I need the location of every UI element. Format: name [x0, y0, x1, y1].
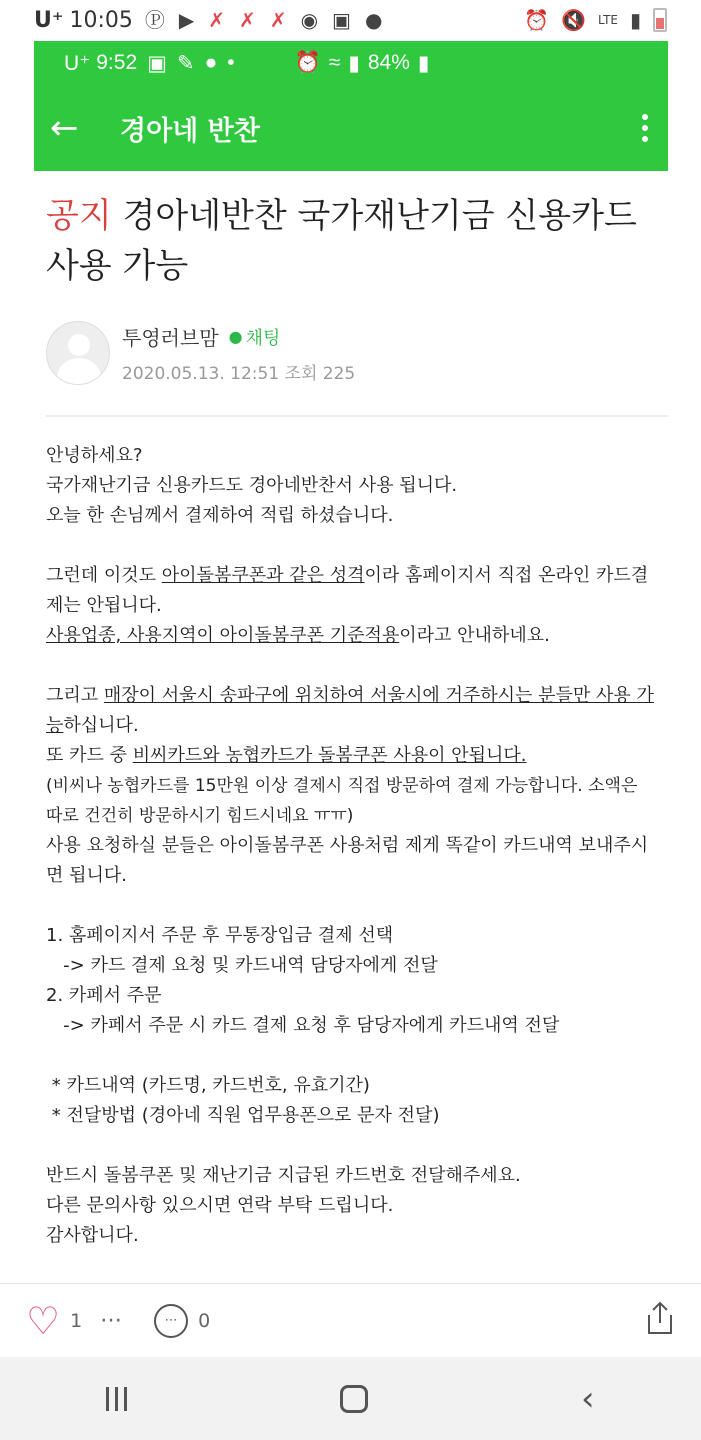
body-line: -> 카드 결제 요청 및 카드내역 담당자에게 전달 — [46, 955, 438, 976]
comment-count: 0 — [198, 1309, 211, 1332]
more-likes-icon[interactable]: ⋯ — [100, 1308, 125, 1333]
mute-icon: 🔇 — [561, 8, 587, 32]
chat-icon: ● — [204, 51, 218, 74]
body-line: * 전달방법 (경아네 직원 업무용폰으로 문자 전달) — [46, 1105, 440, 1126]
back-arrow-icon[interactable]: ← — [50, 108, 79, 148]
pen-icon: ✎ — [176, 51, 195, 75]
cafe-post-screen — [34, 41, 668, 1283]
book-icon: ▣ — [147, 51, 167, 75]
body-line: 국가재난기금 신용카드도 경아네반찬서 사용 됩니다. — [46, 475, 458, 496]
post-meta — [122, 359, 355, 384]
lte-icon: LTE — [598, 13, 618, 27]
inner-time: 9:52 — [96, 51, 138, 74]
missed-call-icon: ✗ — [208, 8, 226, 32]
talk-icon: ● — [364, 8, 383, 32]
body-line: (비씨나 농협카드를 15만원 이상 결제시 직접 방문하여 결제 가능합니다. 소액은 따로 건건히 방문하시기 힘드시네요 ㅠㅠ) — [46, 776, 638, 826]
share-icon[interactable] — [645, 1301, 675, 1340]
system-nav-bar — [0, 1357, 701, 1440]
dot-icon: • — [227, 51, 235, 74]
missed-call-icon: ✗ — [269, 8, 287, 32]
body-line: 오늘 한 손님께서 결제하여 적립 하셨습니다. — [46, 505, 394, 526]
cafe-title: 경아네 반찬 — [120, 115, 260, 147]
chat-button[interactable] — [229, 324, 281, 350]
battery-percent: 84% — [367, 51, 410, 74]
battery-icon — [653, 8, 667, 32]
band-icon: Ⓟ — [144, 8, 165, 32]
nav-back-icon[interactable]: ‹ — [580, 1378, 595, 1419]
notification-icons — [145, 10, 383, 30]
home-icon[interactable] — [340, 1385, 368, 1413]
inner-carrier: U⁺ — [64, 51, 91, 75]
post-title — [34, 191, 668, 291]
body-line: 감사합니다. — [46, 1225, 139, 1246]
body-line: 사용 요청하실 분들은 아이돌봄쿠폰 사용처럼 제게 똑같이 카드내역 보내주시면 됩니다. — [46, 835, 649, 886]
body-line: 반드시 돌봄쿠폰 및 재난기금 지급된 카드번호 전달해주세요. — [46, 1165, 521, 1186]
body-line: 사용업종, 사용지역이 아이돌봄쿠폰 기준적용이라고 안내하네요. — [46, 625, 550, 646]
wifi-icon: ≈ — [328, 51, 341, 74]
like-count: 1 — [70, 1309, 83, 1332]
chat-bubble-icon: ● — [228, 327, 243, 346]
body-line: 그런데 이것도 아이돌봄쿠폰과 같은 성격이라 홈페이지서 직접 온라인 카드결제는 안됩니다. — [46, 565, 649, 616]
notice-tag: 공지 — [46, 196, 112, 236]
recent-apps-icon[interactable] — [106, 1387, 127, 1411]
play-icon: ▶ — [178, 8, 195, 32]
inner-system-icons — [295, 51, 430, 76]
view-count: 조회 225 — [284, 364, 356, 384]
body-line: 1. 홈페이지서 주문 후 무통장입금 결제 선택 — [46, 925, 394, 946]
signal-icon: ▮ — [629, 8, 641, 32]
post-date: 2020.05.13. 12:51 — [122, 364, 280, 384]
app-header — [34, 85, 668, 171]
outer-status-bar — [0, 0, 701, 40]
missed-call-icon: ✗ — [239, 8, 256, 32]
chat-label: 채팅 — [245, 327, 281, 349]
post-action-bar — [0, 1283, 701, 1357]
more-options-icon[interactable] — [642, 114, 652, 142]
alarm-icon: ⏰ — [294, 51, 321, 74]
body-line: -> 카페서 주문 시 카드 결제 요청 후 담당자에게 카드내역 전달 — [46, 1015, 560, 1036]
location-icon: ◉ — [300, 8, 319, 32]
body-line: * 카드내역 (카드명, 카드번호, 유효기간) — [46, 1075, 370, 1096]
image-icon: ▣ — [332, 8, 351, 32]
body-line: 다른 문의사항 있으시면 연락 부탁 드립니다. — [46, 1195, 394, 1216]
system-icons — [524, 8, 667, 32]
body-line: 2. 카페서 주문 — [46, 985, 162, 1006]
author-block — [34, 321, 668, 385]
post-title-text: 경아네반찬 국가재난기금 신용카드 사용 가능 — [46, 196, 637, 286]
like-heart-icon[interactable]: ♡ — [26, 1298, 61, 1343]
status-time: 10:05 — [69, 7, 133, 33]
signal-icon: ▮ — [348, 51, 360, 75]
avatar[interactable] — [46, 321, 110, 385]
body-line: 그리고 매장이 서울시 송파구에 위치하여 서울시에 거주하시는 분들만 사용 가능하십니다. — [46, 685, 654, 736]
battery-icon: ▮ — [417, 51, 430, 75]
alarm-icon: ⏰ — [524, 8, 550, 32]
inner-status-bar — [34, 41, 668, 85]
carrier-label: U⁺ — [34, 7, 64, 33]
body-line: 안녕하세요? — [46, 445, 143, 466]
post-body — [34, 417, 668, 1251]
comment-icon[interactable]: ⋯ — [154, 1304, 188, 1338]
author-name[interactable]: 투영러브맘 — [122, 326, 219, 350]
body-line: 또 카드 중 비씨카드와 농협카드가 돌봄쿠폰 사용이 안됩니다. — [46, 745, 527, 766]
